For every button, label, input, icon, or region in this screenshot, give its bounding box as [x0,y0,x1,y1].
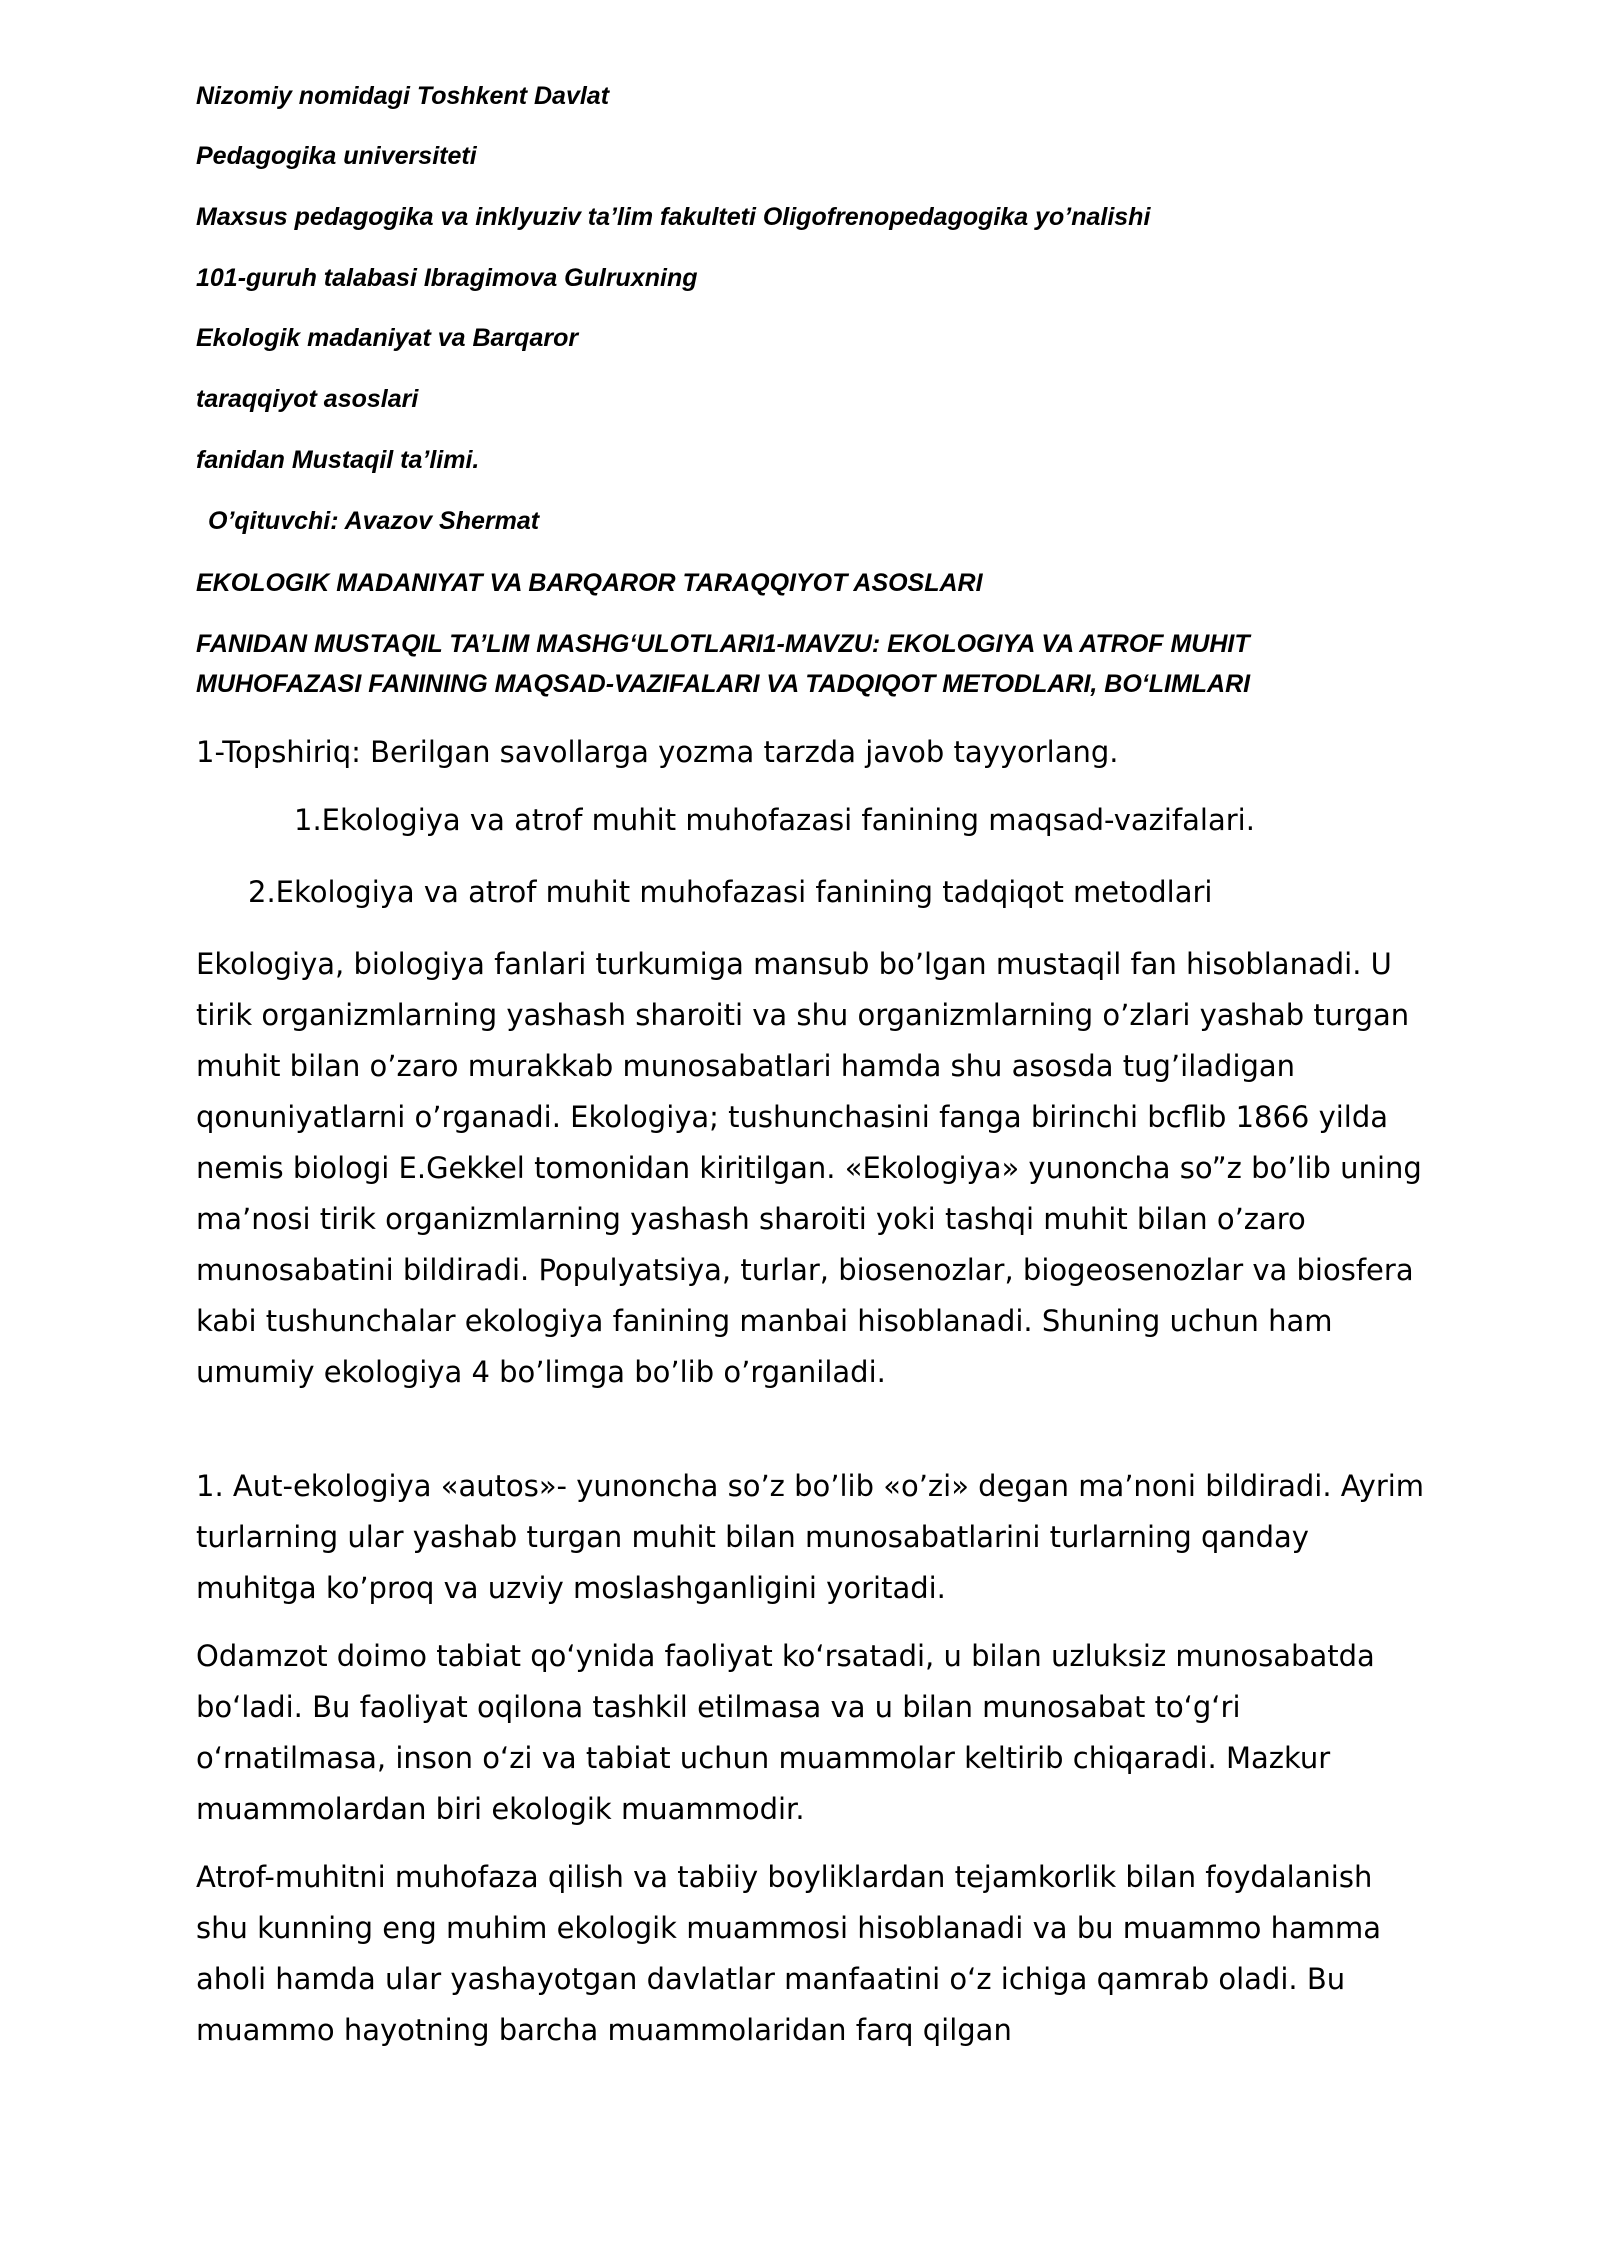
subject-line1: Ekologik madaniyat va Barqaror [196,324,579,352]
paragraph-autecology: 1. Aut-ekologiya «autos»- yunoncha so’z bo’lib «o’zi» degan ma’noni bildiradi. Ayrim turlarning ular yashab turgan muhit bilan munosabatlarini turlarning qanday muhitga ko’proq va uzviy moslashganligini yoritadi. [196,1469,1425,1605]
university-name-line1: Nizomiy nomidagi Toshkent Davlat [196,82,610,110]
task-question-2: 2.Ekologiya va atrof muhit muhofazasi fanining tadqiqot metodlari [248,875,1213,909]
task-heading: 1-Topshiriq: Berilgan savollarga yozma tarzda javob tayyorlang. [196,735,1119,769]
document-subtitle: FANIDAN MUSTAQIL TA’LIM MASHG‘ULOTLARI1-MAVZU: EKOLOGIYA VA ATROF MUHIT MUHOFAZASI FANINING MAQSAD-VAZIFALARI VA TADQIQOT METODLARI, BO‘LIMLARI [196,630,1251,698]
student-line: 101-guruh talabasi Ibragimova Gulruxning [196,264,698,292]
faculty-line: Maxsus pedagogika va inklyuziv ta’lim fakulteti Oligofrenopedagogika yo’nalishi [196,203,1151,231]
paragraph-environment-protection: Atrof-muhitni muhofaza qilish va tabiiy boyliklardan tejamkorlik bilan foydalanish shu kunning eng muhim ekologik muammosi hisoblanadi va bu muammo hamma aholi hamda ular yashayotgan davlatlar manfaatini o‘z ichiga qamrab oladi. Bu muammo hayotning barcha muammolaridan farq qilgan [196,1860,1382,2047]
document-title: EKOLOGIK MADANIYAT VA BARQAROR TARAQQIYOT ASOSLARI [196,569,983,597]
university-name-line2: Pedagogika universiteti [196,142,477,170]
task-question-1: 1.Ekologiya va atrof muhit muhofazasi fanining maqsad-vazifalari. [294,803,1255,837]
teacher-line: O’qituvchi: Avazov Shermat [208,507,540,535]
paragraph-human-nature: Odamzot doimo tabiat qo‘ynida faoliyat ko‘rsatadi, u bilan uzluksiz munosabatda bo‘ladi. Bu faoliyat oqilona tashkil etilmasa va u bilan munosabat to‘g‘ri o‘rnatilmasa, inson o‘zi va tabiat uchun muammolar keltirib chiqaradi. Mazkur muammolardan biri ekologik muammodir. [196,1639,1375,1826]
subject-line2: taraqqiyot asoslari [196,385,419,413]
paragraph-ecology-intro: Ekologiya, biologiya fanlari turkumiga mansub bo’lgan mustaqil fan hisoblanadi. U tirik organizmlarning yashash sharoiti va shu organizmlarning o’zlari yashab turgan muhit bilan o’zaro murakkab munosabatlari hamda shu asosda tug’iladigan qonuniyatlarni o’rganadi. Ekologiya; tushunchasini fanga birinchi bcflib 1866 yilda nemis biologi E.Gekkel tomonidan kiritilgan. «Ekologiya» yunoncha so”z bo’lib uning ma’nosi tirik organizmlarning yashash sharoiti yoki tashqi muhit bilan o’zaro munosabatini bildiradi. Populyatsiya, turlar, biosenozlar, biogeosenozlar va biosfera kabi tushunchalar ekologiya fanining manbai hisoblanadi. Shuning uchun ham umumiy ekologiya 4 bo’limga bo’lib o’rganiladi. [196,947,1422,1389]
subject-line3: fanidan Mustaqil ta’limi. [196,446,480,474]
